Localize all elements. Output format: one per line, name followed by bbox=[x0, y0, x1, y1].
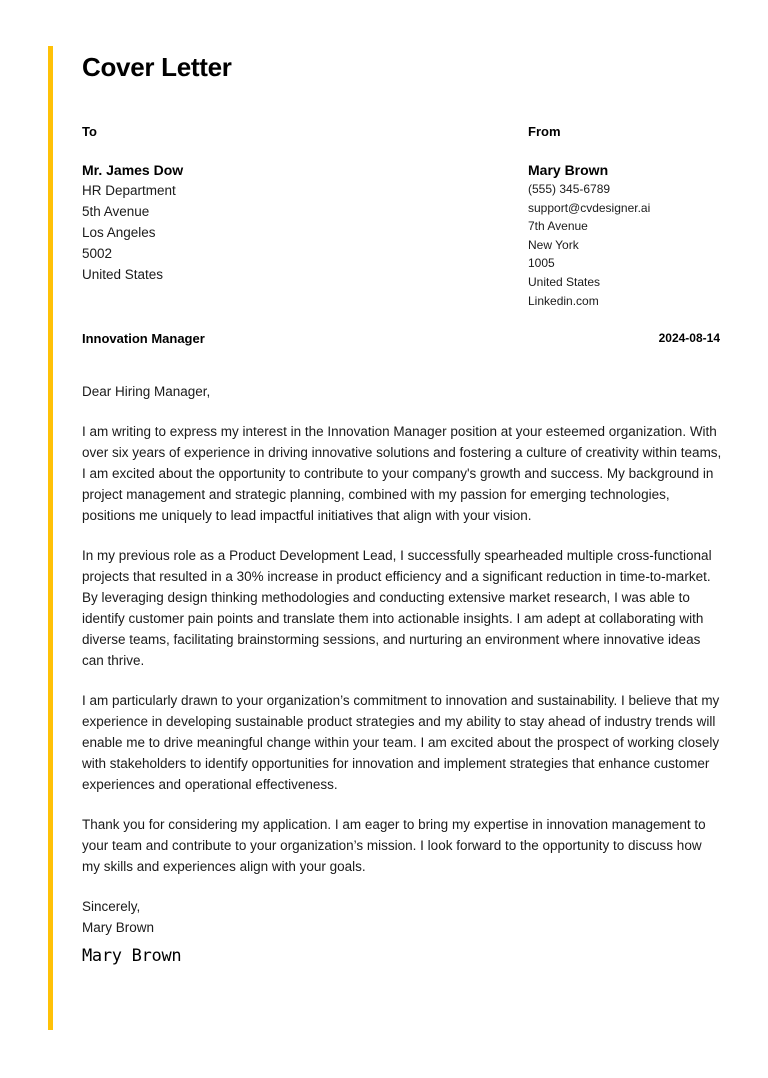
recipient-line: 5002 bbox=[82, 246, 113, 261]
recipient-name: Mr. James Dow bbox=[82, 162, 184, 178]
sender-line: New York bbox=[528, 237, 579, 252]
accent-bar bbox=[48, 46, 53, 1030]
letter-body bbox=[82, 381, 722, 967]
recipient-block bbox=[82, 124, 183, 285]
body-paragraph: I am writing to express my interest in the Innovation Manager position at your esteemed organization. With over six years of experience in driving innovative solutions and fostering a culture of creativity within teams, I am excited about the opportunity to contribute to your company's growth and success. My background in project management and strategic planning, combined with my passion for emerging technologies, positions me uniquely to lead impactful initiatives that align with your vision. bbox=[82, 424, 722, 523]
to-label: To bbox=[82, 124, 97, 139]
sender-linkedin: Linkedin.com bbox=[528, 293, 599, 308]
body-paragraph: In my previous role as a Product Development Lead, I successfully spearheaded multiple cross-functional projects that resulted in a 30% increase in product efficiency and a significant reduction in time-to-market. By leveraging design thinking methodologies and conducting extensive market research, I was able to identify customer pain points and translate them into actionable insights. I am adept at collaborating with diverse teams, facilitating brainstorming sessions, and nurturing an environment where innovative ideas can thrive. bbox=[82, 548, 712, 668]
recipient-line: Los Angeles bbox=[82, 225, 156, 240]
sender-line: 1005 bbox=[528, 256, 555, 271]
sender-phone: (555) 345-6789 bbox=[528, 182, 611, 196]
position-title: Innovation Manager bbox=[82, 331, 205, 346]
from-label: From bbox=[528, 124, 561, 139]
sender-line: 7th Avenue bbox=[528, 219, 588, 234]
salutation: Dear Hiring Manager, bbox=[82, 384, 211, 399]
body-paragraph: I am particularly drawn to your organization’s commitment to innovation and sustainability. I believe that my experience in developing sustainable product strategies and my ability to stay ahead of industry trends will enable me to drive meaningful change within your team. I am excited about the prospect of working closely with stakeholders to identify opportunities for innovation and implement strategies that enhance customer experiences and operational effectiveness. bbox=[82, 693, 720, 792]
sender-name: Mary Brown bbox=[528, 162, 609, 178]
closing: Sincerely, bbox=[82, 899, 141, 914]
sender-contact bbox=[528, 180, 650, 310]
signature: Mary Brown bbox=[82, 946, 182, 966]
recipient-line: HR Department bbox=[82, 183, 176, 198]
recipient-address bbox=[82, 180, 183, 285]
page-title: Cover Letter bbox=[82, 52, 232, 82]
recipient-line: United States bbox=[82, 267, 164, 282]
body-paragraph: Thank you for considering my application. I am eager to bring my expertise in innovation management to your team and contribute to your organization’s mission. I look forward to the opportunity to discuss how my skills and experiences align with your goals. bbox=[82, 817, 706, 874]
sender-email: support@cvdesigner.ai bbox=[528, 200, 651, 215]
closing-name: Mary Brown bbox=[82, 920, 155, 935]
sender-line: United States bbox=[528, 274, 601, 289]
recipient-line: 5th Avenue bbox=[82, 204, 150, 219]
sender-block bbox=[528, 124, 650, 310]
letter-date: 2024-08-14 bbox=[658, 331, 720, 345]
